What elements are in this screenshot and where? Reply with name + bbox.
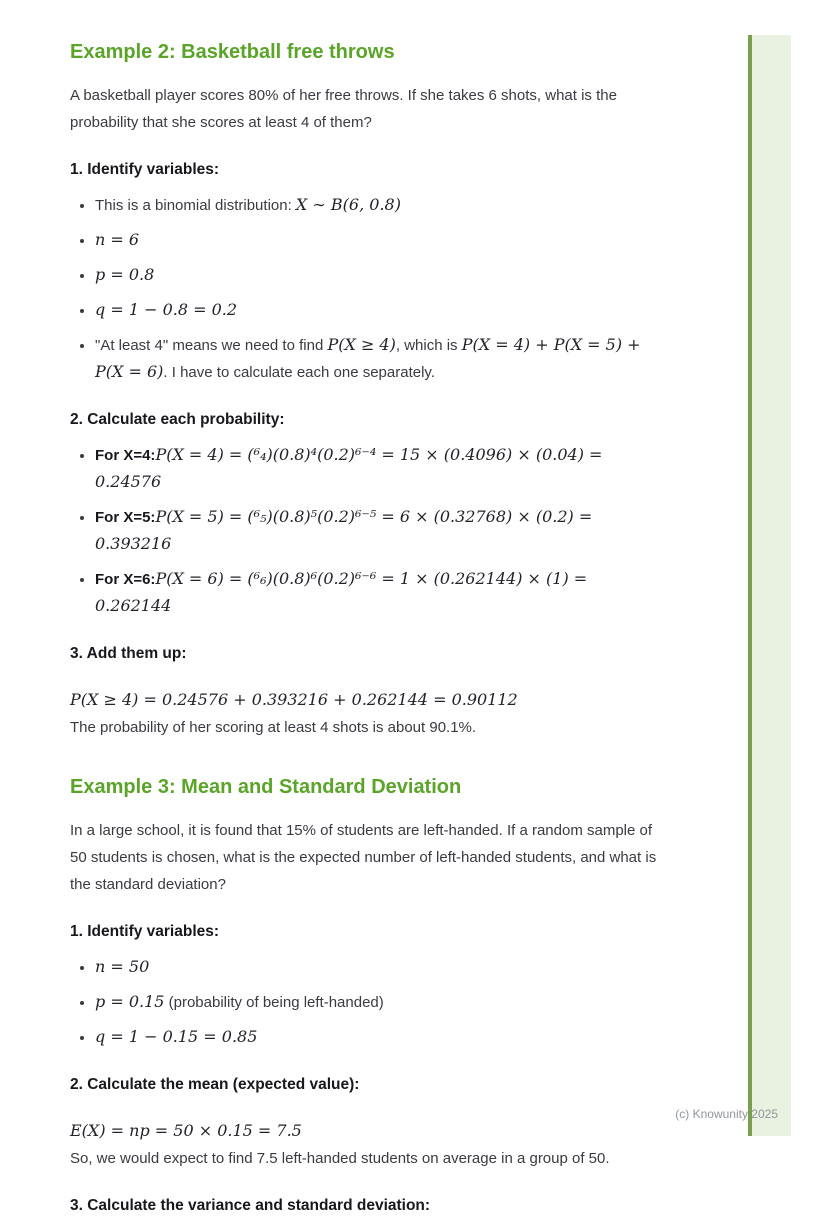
example3-step3-heading: 3. Calculate the variance and standard deviation: bbox=[70, 1197, 431, 1214]
math-expression: n = 50 bbox=[95, 957, 150, 976]
text-fragment: (probability of being left-handed) bbox=[164, 994, 384, 1011]
example2-variables-list bbox=[70, 192, 662, 386]
example3-heading: Example 3: Mean and Standard Deviation bbox=[70, 776, 462, 798]
text-fragment: . I have to calculate each one separately. bbox=[163, 364, 435, 381]
math-expression: X ∼ B(6, 0.8) bbox=[295, 195, 401, 214]
list-item bbox=[95, 1024, 662, 1051]
text-fragment: , which is bbox=[395, 337, 462, 354]
math-expression: p = 0.15 bbox=[95, 992, 165, 1011]
example3-step1-heading: 1. Identify variables: bbox=[70, 923, 220, 940]
example2-step1-heading: 1. Identify variables: bbox=[70, 161, 220, 178]
list-item bbox=[95, 262, 662, 289]
math-expression: p = 0.8 bbox=[95, 265, 155, 284]
list-item bbox=[95, 332, 662, 386]
example3-mean-block bbox=[70, 1117, 662, 1172]
math-expression: P(X = 6) = (⁶₆)(0.8)⁶(0.2)⁶⁻⁶ = 1 × (0.262144) × (1) = 0.262144 bbox=[95, 569, 588, 615]
list-item bbox=[95, 954, 662, 981]
math-expression: P(X ≥ 4) bbox=[327, 335, 396, 354]
math-expression: E(X) = np = 50 × 0.15 = 7.5 bbox=[70, 1121, 302, 1140]
text-fragment: "At least 4" means we need to find bbox=[95, 337, 328, 354]
case-label: For X=5: bbox=[95, 509, 156, 526]
text-fragment: This is a binomial distribution: bbox=[95, 197, 296, 214]
conclusion-text: So, we would expect to find 7.5 left-handed students on average in a group of 50. bbox=[70, 1150, 610, 1167]
case-label: For X=4: bbox=[95, 447, 156, 464]
math-expression: q = 1 − 0.15 = 0.85 bbox=[95, 1027, 258, 1046]
example2-intro: A basketball player scores 80% of her free throws. If she takes 6 shots, what is the probability that she scores at least 4 of them? bbox=[70, 87, 617, 131]
list-item bbox=[95, 566, 662, 620]
list-item bbox=[95, 192, 662, 219]
math-expression: q = 1 − 0.8 = 0.2 bbox=[95, 300, 238, 319]
conclusion-text: The probability of her scoring at least 4 shots is about 90.1%. bbox=[70, 719, 477, 736]
math-expression: P(X = 4) + P(X = 5) + P(X = 6) bbox=[95, 335, 641, 381]
case-label: For X=6: bbox=[95, 571, 156, 588]
math-expression: P(X = 4) = (⁶₄)(0.8)⁴(0.2)⁶⁻⁴ = 15 × (0.4096) × (0.04) = 0.24576 bbox=[95, 445, 603, 491]
list-item bbox=[95, 442, 662, 496]
watermark: (c) Knowunity 2025 bbox=[675, 1107, 778, 1121]
page-edge-strip bbox=[748, 35, 791, 1136]
example2-calculations-list bbox=[70, 442, 662, 620]
list-item bbox=[95, 297, 662, 324]
math-expression: P(X ≥ 4) = 0.24576 + 0.393216 + 0.262144 = 0.90112 bbox=[70, 690, 518, 709]
list-item bbox=[95, 989, 662, 1016]
example2-step2-heading: 2. Calculate each probability: bbox=[70, 411, 285, 428]
example2-result-block bbox=[70, 686, 662, 741]
example2-step3-heading: 3. Add them up: bbox=[70, 645, 187, 662]
example2-heading: Example 2: Basketball free throws bbox=[70, 41, 395, 63]
list-item bbox=[95, 504, 662, 558]
document-content bbox=[70, 40, 662, 1216]
math-expression: P(X = 5) = (⁶₅)(0.8)⁵(0.2)⁶⁻⁵ = 6 × (0.32768) × (0.2) = 0.393216 bbox=[95, 507, 593, 553]
example3-step2-heading: 2. Calculate the mean (expected value): bbox=[70, 1076, 360, 1093]
example3-variables-list bbox=[70, 954, 662, 1051]
math-expression: n = 6 bbox=[95, 230, 140, 249]
list-item bbox=[95, 227, 662, 254]
example3-intro: In a large school, it is found that 15% of students are left-handed. If a random sample of 50 students is chosen, what is the expected number of left-handed students, and what is the standard deviation? bbox=[70, 822, 657, 893]
